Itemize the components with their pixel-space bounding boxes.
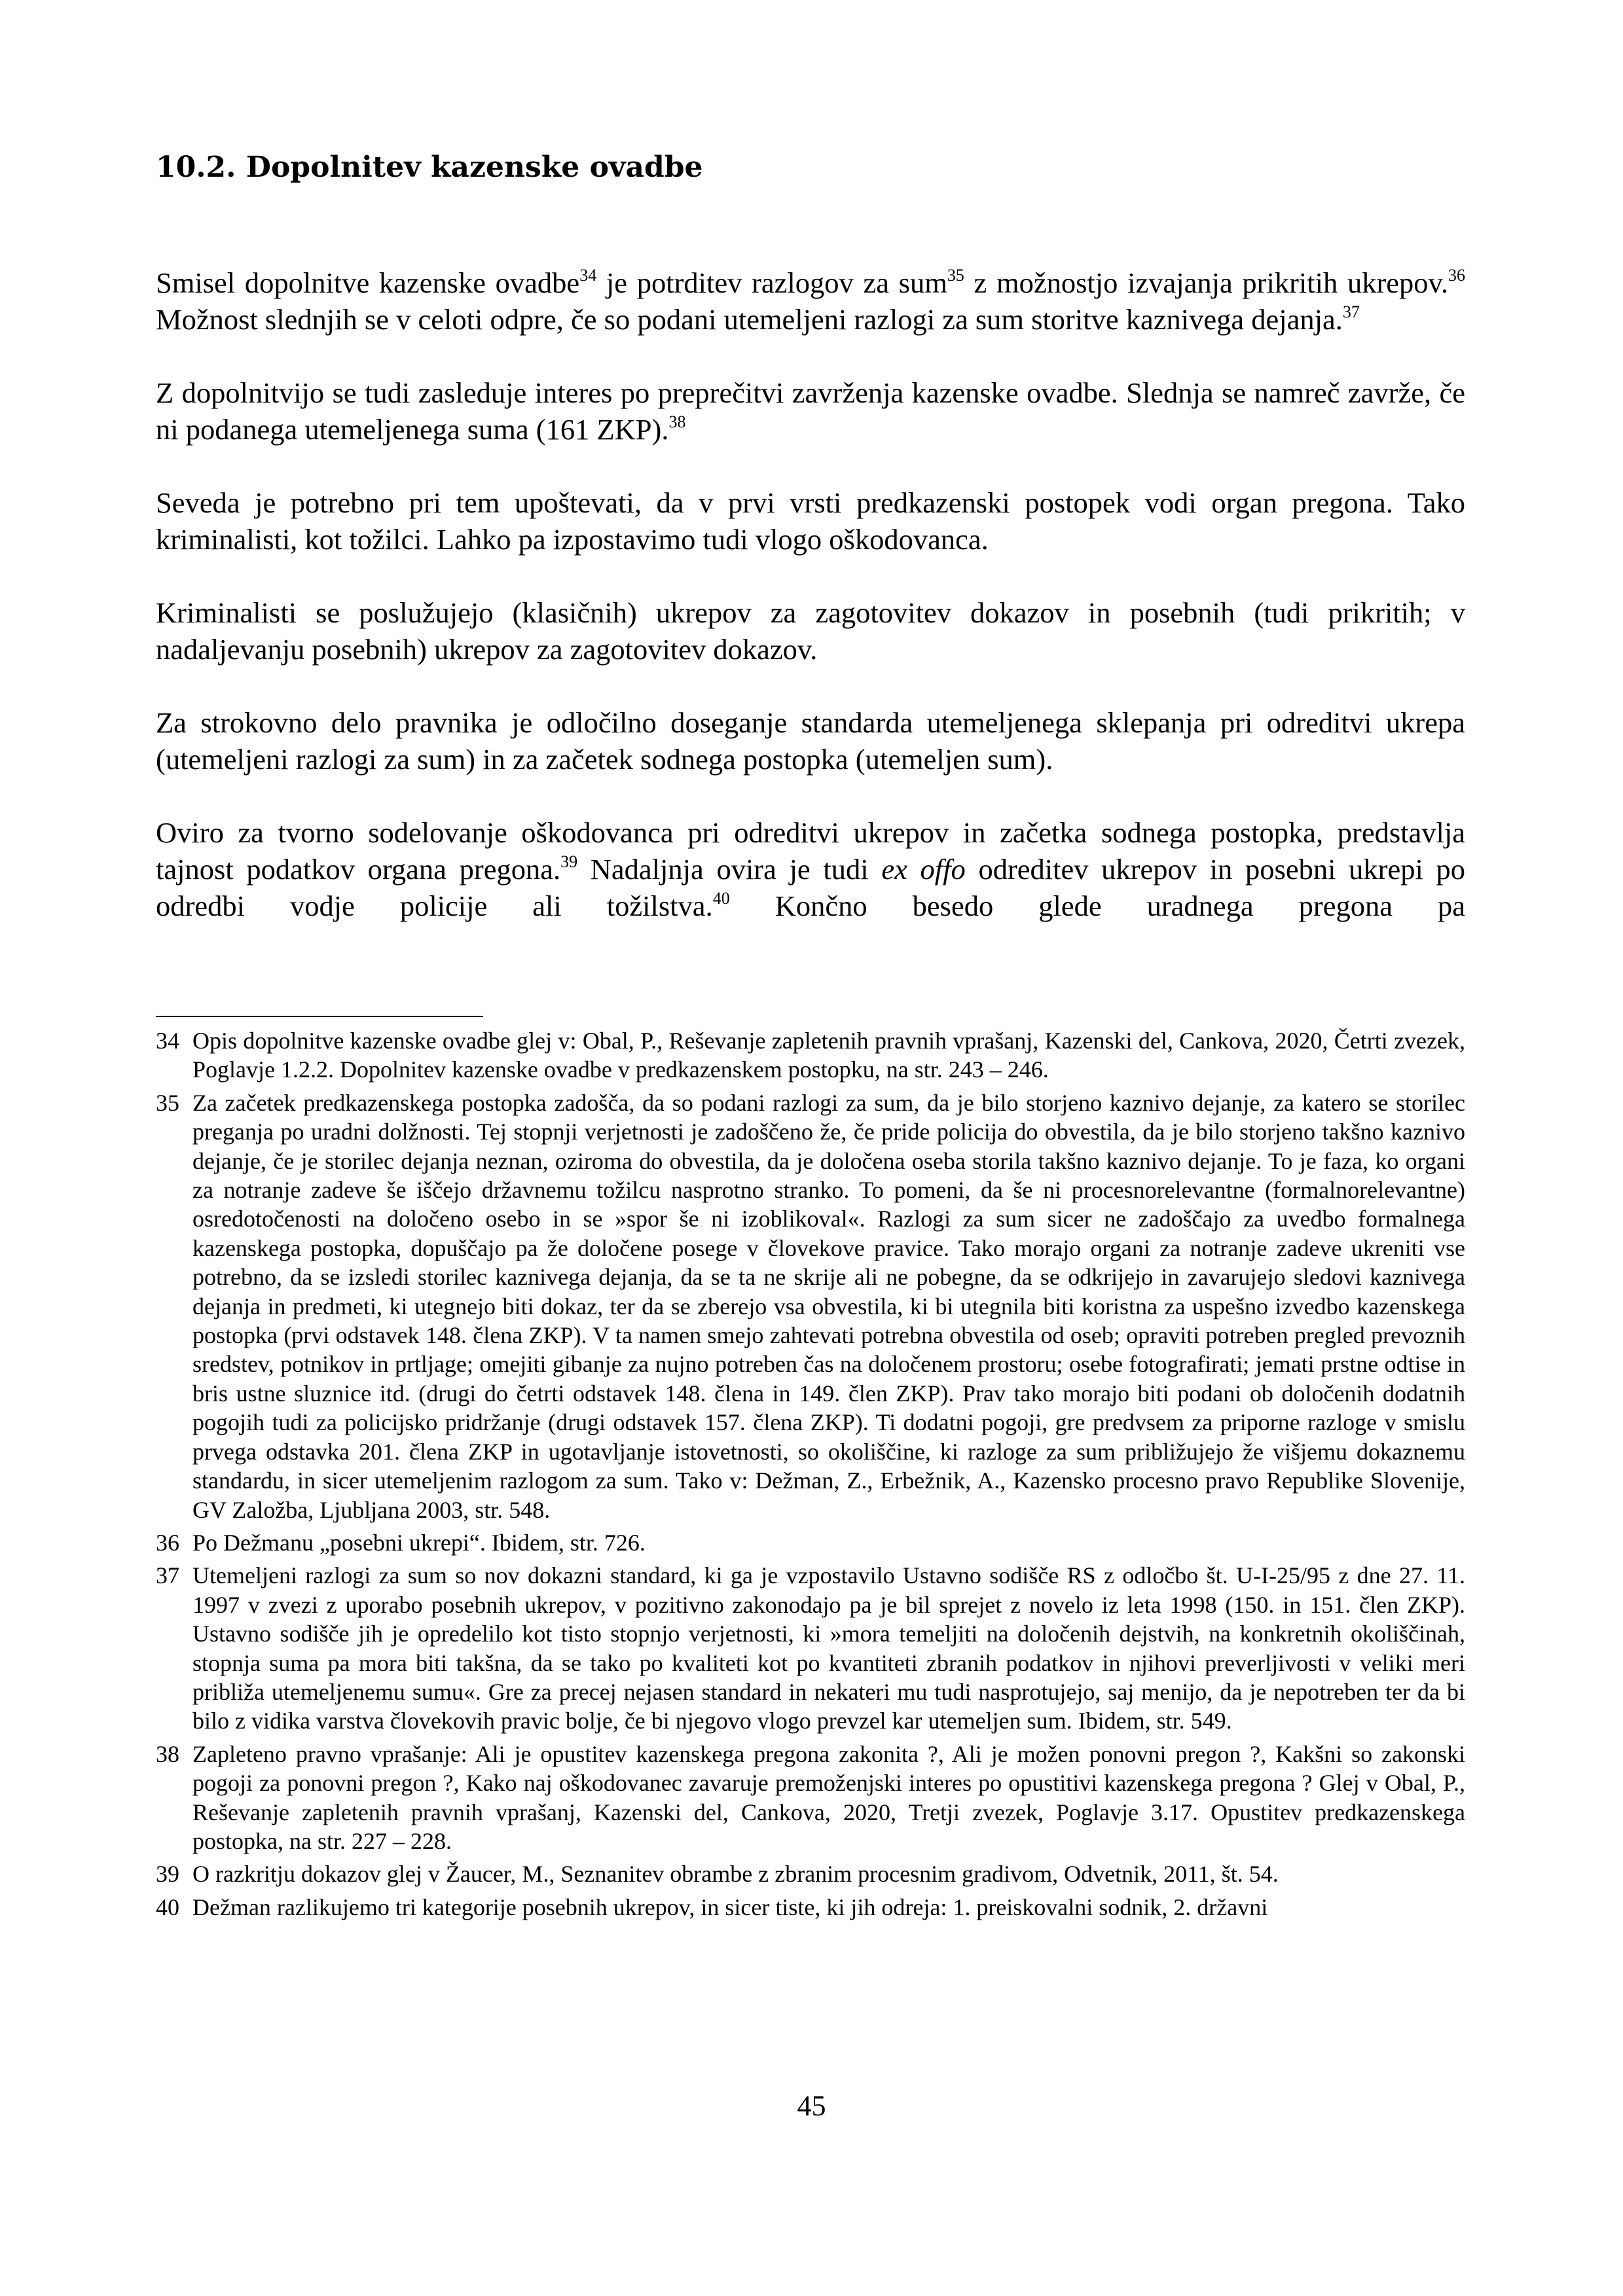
section-heading: 10.2. Dopolnitev kazenske ovadbe (156, 151, 703, 184)
footnote-text: Po Dežmanu „posebni ukrepi“. Ibidem, str. 726. (192, 1529, 646, 1556)
footnote-number: 37 (156, 1562, 179, 1589)
footnote-40 (156, 1893, 1465, 1922)
footnote-ref-38[interactable]: 38 (668, 412, 686, 431)
footnote-37 (156, 1561, 1465, 1735)
footnote-ref-40[interactable]: 40 (712, 889, 730, 908)
footnote-ref-36[interactable]: 36 (1448, 266, 1466, 285)
body-text (156, 264, 1465, 924)
text-run: odreditev ukrepov in posebni ukrepi po odredbi vodje policije ali tožilstva. (156, 853, 1466, 922)
footnote-text: Opis dopolnitve kazenske ovadbe glej v: Obal, P., Reševanje zapletenih pravnih vprašanj, Kazenski del, Cankova, 2020, Četrti zvezek, Poglavje 1.2.2. Dopolnitev kazenske ovadbe v predkazenskem postopku, na str. 243 – 246. (192, 1028, 1465, 1083)
footnote-36 (156, 1528, 1465, 1557)
footnote-39 (156, 1859, 1465, 1888)
paragraph-1 (156, 264, 1465, 338)
paragraph-3: Seveda je potrebno pri tem upoštevati, da v prvi vrsti predkazenski postopek vodi organ pregona. Tako kriminalisti, kot tožilci. Lahko pa izpostavimo tudi vlogo oškodovanca. (156, 486, 1465, 556)
footnote-ref-34[interactable]: 34 (579, 266, 597, 285)
footnote-text: Za začetek predkazenskega postopka zadošča, da so podani razlogi za sum, da je bilo storjeno kaznivo dejanje, za katero se storilec preganja po uradni dolžnosti. Tej stopnji verjetnosti je zadoščeno že, če pride policija do obvestila, da je bilo storjeno takšno kaznivo dejanje, če je storilec dejanja neznan, oziroma do obvestila, da je določena oseba storila takšno kaznivo dejanje. To je faza, ko organi za notranje zadeve še iščejo državnemu tožilcu nasprotno stranko. To pomeni, da še ni procesnorelevantne (formalnorelevantne) osredotočenosti na določeno osebo in se »spor še ni izoblikoval«. Razlogi za sum sicer ne zadoščajo za uvedbo formalnega kazenskega postopka, dopuščajo pa že določene posege v človekove pravice. Tako morajo organi za notranje zadeve ukreniti vse potrebno, da se izsledi storilec kaznivega dejanja, da se ta ne skrije ali ne pobegne, da se odkrijejo in zavarujejo sledovi kaznivega dejanja in predmeti, ki utegnejo biti dokaz, ter da se zberejo vsa obvestila, ki bi utegnila biti koristna za uspešno izvedbo kazenskega postopka (prvi odstavek 148. člena ZKP). V ta namen smejo zahtevati potrebna obvestila od oseb; opraviti potreben pregled prevoznih sredstev, potnikov in prtljage; omejiti gibanje za nujno potreben čas na določenem prostoru; osebe fotografirati; jemati prstne odtise in bris ustne sluznice itd. (drugi do četrti odstavek 148. člena in 149. člen ZKP). Prav tako morajo biti podani ob določenih dodatnih pogojih tudi za policijsko pridržanje (drugi odstavek 157. člena ZKP). Ti dodatni pogoji, gre predvsem za priporne razloge v smislu prvega odstavka 201. člena ZKP in ugotavljanje istovetnosti, so okoliščine, ki razloge za sum približujejo že višjemu dokaznemu standardu, in sicer utemeljenim razlogom za sum. Tako v: Dežman, Z., Erbežnik, A., Kazensko procesno pravo Republike Slovenije, GV Založba, Ljubljana 2003, str. 548. (192, 1089, 1465, 1523)
footnote-text: Utemeljeni razlogi za sum so nov dokazni standard, ki ga je vzpostavilo Ustavno sodišče RS z odločbo št. U-I-25/95 z dne 27. 11. 1997 v zvezi z uporabo posebnih ukrepov, v pozitivno zakonodajo pa je bil sprejet z novelo iz leta 1998 (150. in 151. člen ZKP). Ustavno sodišče jih je opredelilo kot tisto stopnjo verjetnosti, ki »mora temeljiti na določenih dejstvih, na konkretnih okoliščinah, stopnja suma pa mora biti takšna, da se tako po kvaliteti kot po kvantiteti zbranih podatkov in njihovi preverljivosti v veliki meri približa utemeljenemu sumu«. Gre za precej nejasen standard in nekateri mu tudi nasprotujejo, saj menijo, da je nepotreben ter da bi bilo z vidika varstva človekovih pravic bolje, če bi njegovo vlogo prevzel kar utemeljen sum. Ibidem, str. 549. (192, 1562, 1465, 1734)
footnote-ref-35[interactable]: 35 (947, 266, 964, 285)
paragraph-5: Za strokovno delo pravnika je odločilno doseganje standarda utemeljenega sklepanja pri odreditvi ukrepa (utemeljeni razlogi za sum) in za začetek sodnega postopka (utemeljen sum). (156, 706, 1465, 776)
footnote-number: 36 (156, 1529, 179, 1556)
footnote-34 (156, 1026, 1465, 1085)
paragraph-2 (156, 374, 1465, 448)
footnote-ref-39[interactable]: 39 (560, 852, 578, 871)
footnote-text: O razkritju dokazov glej v Žaucer, M., Seznanitev obrambe z zbranim procesnim gradivom, Odvetnik, 2011, št. 54. (192, 1861, 1279, 1888)
text-run: Končno besedo glede uradnega pregona pa (729, 889, 1466, 922)
footnote-number: 34 (156, 1028, 179, 1054)
footnote-number: 38 (156, 1740, 179, 1767)
text-run: Z dopolnitvijo se tudi zasleduje interes po preprečitvi zavrženja kazenske ovadbe. Slednja se namreč zavrže, če ni podanega utemeljenega suma (161 ZKP). (156, 376, 1465, 446)
text-run: je potrditev razlogov za sum (596, 266, 947, 299)
paragraph-4: Kriminalisti se poslužujejo (klasičnih) ukrepov za zagotovitev dokazov in posebnih (tudi prikritih; v nadaljevanju posebnih) ukrepov za zagotovitev dokazov. (156, 596, 1465, 666)
paragraph-6 (156, 814, 1465, 924)
footnote-number: 35 (156, 1089, 179, 1116)
text-run: Možnost slednjih se v celoti odpre, če so podani utemeljeni razlogi za sum storitve kaznivega dejanja. (156, 303, 1343, 336)
footnotes (156, 1026, 1465, 1926)
footnote-text: Dežman razlikujemo tri kategorije posebnih ukrepov, in sicer tiste, ki jih odreja: 1. preiskovalni sodnik, 2. državni (192, 1893, 1268, 1920)
emphasis-latin: ex offo (881, 853, 966, 886)
text-run: Oviro za tvorno sodelovanje oškodovanca pri odreditvi ukrepov in začetka sodnega postopka, predstavlja tajnost podatkov organa pregona. (156, 816, 1465, 886)
text-run: Nadaljnja ovira je tudi (577, 853, 882, 886)
footnote-ref-37[interactable]: 37 (1342, 302, 1360, 321)
footnote-separator (156, 1016, 483, 1017)
footnote-35 (156, 1088, 1465, 1524)
text-run: Smisel dopolnitve kazenske ovadbe (156, 266, 580, 299)
footnote-number: 40 (156, 1893, 179, 1920)
footnote-number: 39 (156, 1861, 179, 1888)
footnote-38 (156, 1740, 1465, 1856)
footnote-text: Zapleteno pravno vprašanje: Ali je opustitev kazenskega pregona zakonita ?, Ali je možen ponovni pregon ?, Kakšni so zakonski pogoji za ponovni pregon ?, Kako naj oškodovanec zavaruje premoženjski interes po opustitivi kazenskega pregona ? Glej v Obal, P., Reševanje zapletenih pravnih vprašanj, Kazenski del, Cankova, 2020, Tretji zvezek, Poglavje 3.17. Opustitev predkazenskega postopka, na str. 227 – 228. (192, 1740, 1465, 1854)
page-number: 45 (797, 2090, 826, 2122)
text-run: z možnostjo izvajanja prikritih ukrepov. (964, 266, 1449, 299)
